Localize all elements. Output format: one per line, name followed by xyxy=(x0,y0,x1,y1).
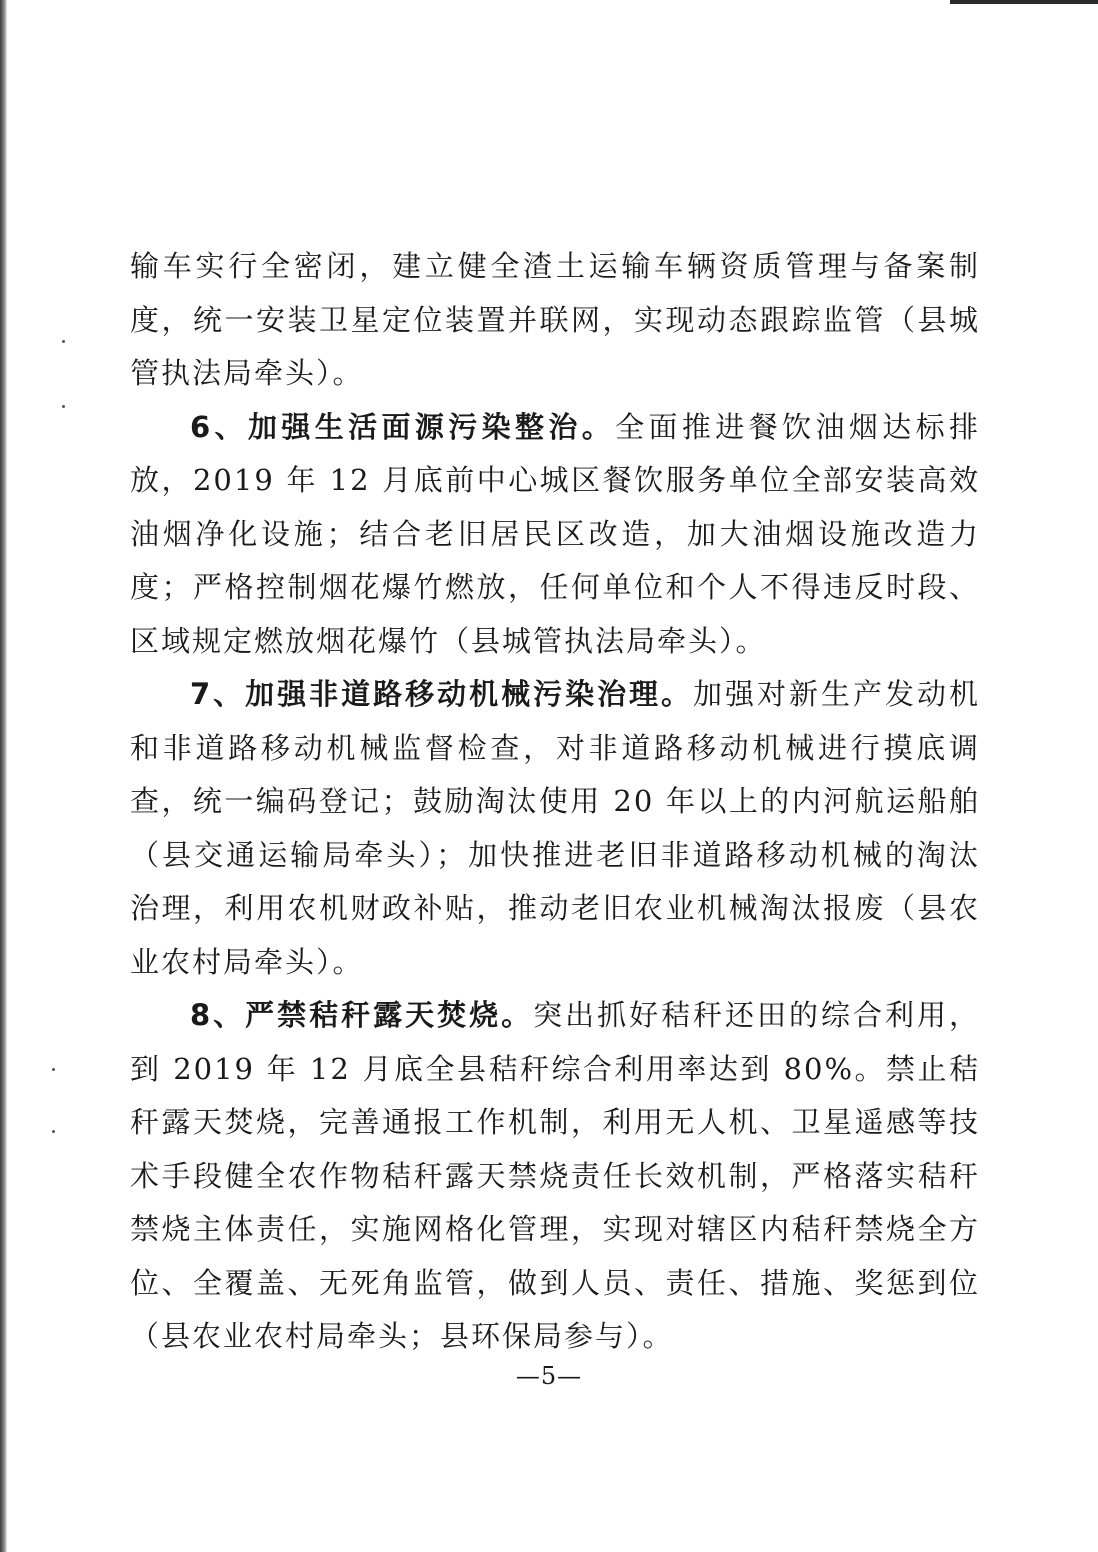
paragraph-text: 输车实行全密闭，建立健全渣土运输车辆资质管理与备案制度，统一安装卫星定位装置并联网，实现动态跟踪监管（县城管执法局牵头）。 xyxy=(130,249,980,390)
paragraph-text: 突出抓好秸秆还田的综合利用，到 2019 年 12 月底全县秸秆综合利用率达到 80%。禁止秸秆露天焚烧，完善通报工作机制，利用无人机、卫星遥感等技术手段健全农作物秸秆露天禁烧责任长效机制，严格落实秸秆禁烧主体责任，实施网格化管理，实现对辖区内秸秆禁烧全方位、全覆盖、无死角监管，做到人员、责任、措施、奖惩到位（县农业农村局牵头；县环保局参与）。 xyxy=(130,998,980,1353)
scan-left-edge xyxy=(0,0,7,1552)
paragraph-text: 全面推进餐饮油烟达标排放，2019 年 12 月底前中心城区餐饮服务单位全部安装高效油烟净化设施；结合老旧居民区改造，加大油烟设施改造力度；严格控制烟花爆竹燃放，任何单位和个人不得违反时段、区域规定燃放烟花爆竹（县城管执法局牵头）。 xyxy=(130,409,980,658)
paragraph-continuation xyxy=(130,240,980,401)
scan-speck xyxy=(62,340,65,343)
paragraph-item-6 xyxy=(130,401,980,669)
paragraph-heading: 7、加强非道路移动机械污染治理。 xyxy=(190,677,694,711)
paragraph-heading: 6、加强生活面源污染整治。 xyxy=(190,409,616,444)
paragraph-item-8 xyxy=(130,989,980,1364)
scan-top-edge xyxy=(950,0,1098,4)
paragraph-item-7 xyxy=(130,668,980,989)
scan-speck xyxy=(52,1130,55,1133)
scan-speck xyxy=(62,405,65,408)
document-body xyxy=(130,240,980,1364)
scan-speck xyxy=(52,1068,55,1071)
page-number: —5— xyxy=(515,1362,583,1390)
paragraph-heading: 8、严禁秸秆露天焚烧。 xyxy=(190,998,534,1032)
paragraph-text: 加强对新生产发动机和非道路移动机械监督检查，对非道路移动机械进行摸底调查，统一编码登记；鼓励淘汰使用 20 年以上的内河航运船舶（县交通运输局牵头）；加快推进老旧非道路移动机械的淘汰治理，利用农机财政补贴，推动老旧农业机械淘汰报废（县农业农村局牵头）。 xyxy=(130,677,980,979)
